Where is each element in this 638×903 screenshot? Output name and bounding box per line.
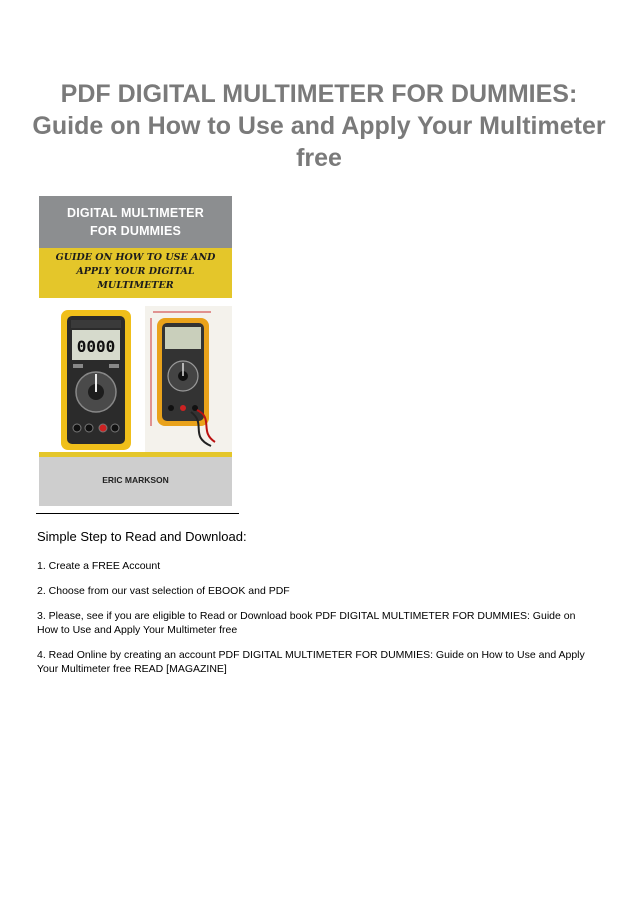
- book-cover: [39, 196, 232, 506]
- step-2: 2. Choose from our vast selection of EBOOK and PDF: [37, 585, 290, 597]
- left-multimeter-image: [61, 310, 131, 450]
- cover-title-line-2: FOR DUMMIES: [89, 224, 182, 238]
- cover-subtitle-strip: [39, 248, 232, 298]
- divider: [36, 513, 239, 514]
- multimeter-photo: [39, 300, 232, 452]
- page-title: PDF DIGITAL MULTIMETER FOR DUMMIES: Guide on How to Use and Apply Your Multimeter free: [32, 80, 606, 172]
- step-4: 4. Read Online by creating an account PDF DIGITAL MULTIMETER FOR DUMMIES: Guide on How to Use and Apply Your Multimeter free READ [MAGAZINE]: [37, 649, 585, 675]
- cover-title-panel: [39, 196, 232, 248]
- instructions-heading: Simple Step to Read and Download:: [37, 529, 247, 544]
- cover-title-line-1: DIGITAL MULTIMETER: [67, 206, 204, 220]
- cover-subtitle: [39, 251, 232, 293]
- cover-title: [39, 204, 232, 240]
- cover-author: ERIC MARKSON: [102, 475, 169, 485]
- cover-subtitle-line-3: MULTIMETER: [97, 280, 174, 291]
- cover-subtitle-line-1: GUIDE ON HOW TO USE AND: [55, 252, 216, 263]
- cover-author-panel: [39, 452, 232, 506]
- svg-text:0000: 0000: [76, 337, 116, 356]
- step-3: 3. Please, see if you are eligible to Read or Download book PDF DIGITAL MULTIMETER FOR DUMMIES: Guide on How to Use and Apply Your Multimeter free: [37, 610, 576, 636]
- step-1: 1. Create a FREE Account: [37, 560, 161, 572]
- right-multimeter-image: [145, 306, 232, 452]
- cover-subtitle-line-2: APPLY YOUR DIGITAL: [76, 266, 195, 277]
